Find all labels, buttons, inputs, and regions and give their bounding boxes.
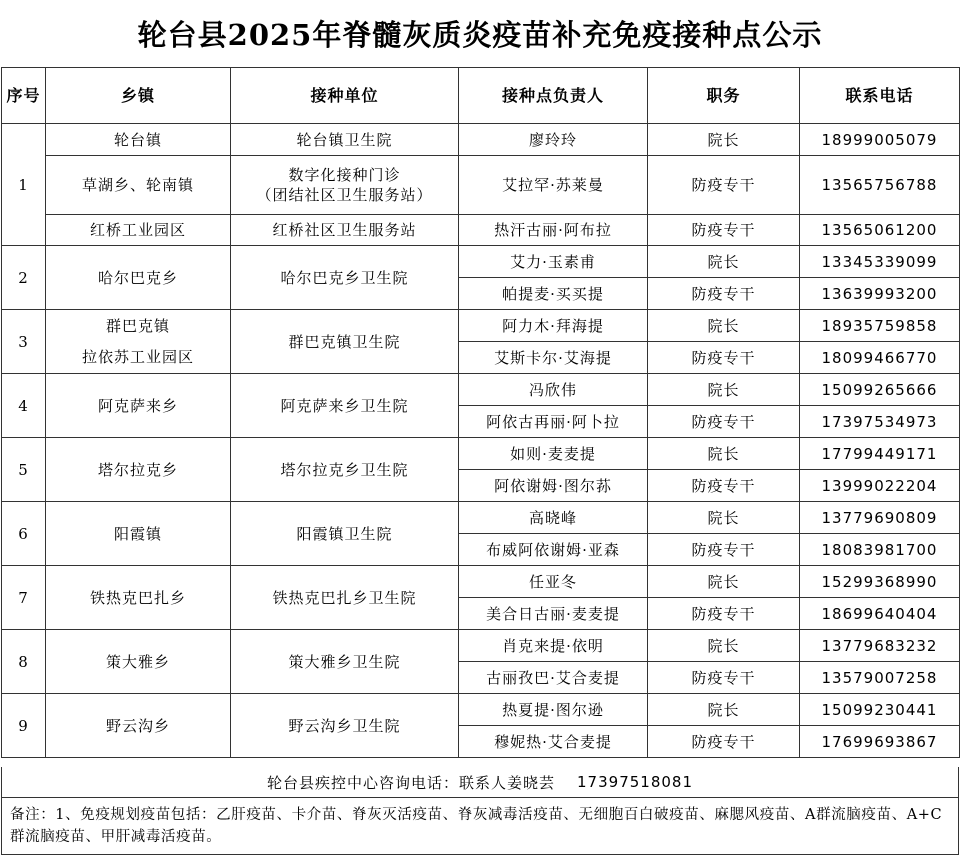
person-name: 如则·麦麦提 xyxy=(459,438,648,470)
unit-cell: 阿克萨来乡卫生院 xyxy=(231,374,459,438)
header-cell: 乡镇 xyxy=(46,68,231,124)
person-name: 阿依古再丽·阿卜拉 xyxy=(459,406,648,438)
row-number: 7 xyxy=(2,566,46,630)
unit-line: （团结社区卫生服务站） xyxy=(256,186,433,204)
town-cell: 塔尔拉克乡 xyxy=(46,438,231,502)
unit-cell: 铁热克巴扎乡卫生院 xyxy=(231,566,459,630)
person-name: 美合日古丽·麦麦提 xyxy=(459,598,648,630)
person-phone: 13779690809 xyxy=(800,502,960,534)
person-role: 院长 xyxy=(648,438,800,470)
unit-cell: 群巴克镇卫生院 xyxy=(231,310,459,374)
unit-cell xyxy=(231,156,459,215)
person-phone: 13565756788 xyxy=(800,156,960,215)
person-phone: 15099230441 xyxy=(800,694,960,726)
page-title: 轮台县2025年脊髓灰质炎疫苗补充免疫接种点公示 xyxy=(137,18,823,52)
person-role: 防疫专干 xyxy=(648,662,800,694)
table-row xyxy=(2,124,960,156)
row-number: 6 xyxy=(2,502,46,566)
town-cell: 哈尔巴克乡 xyxy=(46,246,231,310)
header-cell: 序号 xyxy=(2,68,46,124)
table-row xyxy=(2,438,960,470)
person-role: 院长 xyxy=(648,310,800,342)
person-role: 院长 xyxy=(648,694,800,726)
town-cell: 轮台镇 xyxy=(46,124,231,156)
person-phone: 15299368990 xyxy=(800,566,960,598)
person-name: 帕提麦·买买提 xyxy=(459,278,648,310)
person-phone: 17397534973 xyxy=(800,406,960,438)
person-name: 穆妮热·艾合麦提 xyxy=(459,726,648,758)
person-name: 古丽孜巴·艾合麦提 xyxy=(459,662,648,694)
person-name: 热汗古丽·阿布拉 xyxy=(459,215,648,246)
unit-cell: 阳霞镇卫生院 xyxy=(231,502,459,566)
person-role: 防疫专干 xyxy=(648,156,800,215)
row-number: 2 xyxy=(2,246,46,310)
person-name: 阿力木·拜海提 xyxy=(459,310,648,342)
person-role: 防疫专干 xyxy=(648,215,800,246)
town-cell: 红桥工业园区 xyxy=(46,215,231,246)
person-role: 院长 xyxy=(648,630,800,662)
person-phone: 18099466770 xyxy=(800,342,960,374)
town-cell: 野云沟乡 xyxy=(46,694,231,758)
person-role: 院长 xyxy=(648,566,800,598)
unit-cell: 哈尔巴克乡卫生院 xyxy=(231,246,459,310)
town-cell: 铁热克巴扎乡 xyxy=(46,566,231,630)
person-role: 防疫专干 xyxy=(648,598,800,630)
town-cell xyxy=(46,310,231,374)
person-role: 防疫专干 xyxy=(648,406,800,438)
table-row xyxy=(2,156,960,215)
footer-label: 轮台县疾控中心咨询电话：联系人姜晓芸 xyxy=(267,773,556,792)
table-header-row xyxy=(2,68,960,124)
table-row xyxy=(2,310,960,342)
unit-cell: 野云沟乡卫生院 xyxy=(231,694,459,758)
table-row xyxy=(2,246,960,278)
person-name: 艾力·玉素甫 xyxy=(459,246,648,278)
table-row xyxy=(2,630,960,662)
unit-line: 数字化接种门诊 xyxy=(288,166,401,184)
header-cell: 职务 xyxy=(648,68,800,124)
person-phone: 18935759858 xyxy=(800,310,960,342)
person-phone: 15099265666 xyxy=(800,374,960,406)
unit-cell: 塔尔拉克乡卫生院 xyxy=(231,438,459,502)
person-role: 院长 xyxy=(648,374,800,406)
town-cell: 策大雅乡 xyxy=(46,630,231,694)
person-name: 艾斯卡尔·艾海提 xyxy=(459,342,648,374)
row-number: 8 xyxy=(2,630,46,694)
person-role: 防疫专干 xyxy=(648,342,800,374)
row-number: 3 xyxy=(2,310,46,374)
person-role: 院长 xyxy=(648,502,800,534)
person-phone: 13565061200 xyxy=(800,215,960,246)
person-phone: 13779683232 xyxy=(800,630,960,662)
unit-cell: 红桥社区卫生服务站 xyxy=(231,215,459,246)
table-row xyxy=(2,566,960,598)
person-role: 防疫专干 xyxy=(648,470,800,502)
row-number: 5 xyxy=(2,438,46,502)
person-name: 高晓峰 xyxy=(459,502,648,534)
person-phone: 17799449171 xyxy=(800,438,960,470)
town-cell: 阳霞镇 xyxy=(46,502,231,566)
person-phone: 18999005079 xyxy=(800,124,960,156)
person-phone: 17699693867 xyxy=(800,726,960,758)
header-cell: 接种点负责人 xyxy=(459,68,648,124)
person-name: 热夏提·图尔逊 xyxy=(459,694,648,726)
person-name: 肖克来提·依明 xyxy=(459,630,648,662)
row-number: 4 xyxy=(2,374,46,438)
person-phone: 18083981700 xyxy=(800,534,960,566)
remarks-note: 备注：1、免疫规划疫苗包括：乙肝疫苗、卡介苗、脊灰灭活疫苗、脊灰减毒活疫苗、无细胞百白破疫苗、麻腮风疫苗、A群流脑疫苗、A+C群流脑疫苗、甲肝减毒活疫苗。 xyxy=(1,798,959,855)
person-phone: 13579007258 xyxy=(800,662,960,694)
row-number: 9 xyxy=(2,694,46,758)
person-role: 院长 xyxy=(648,246,800,278)
person-role: 防疫专干 xyxy=(648,726,800,758)
person-phone: 18699640404 xyxy=(800,598,960,630)
person-phone: 13639993200 xyxy=(800,278,960,310)
footer-phone: 17397518081 xyxy=(577,773,693,791)
person-name: 阿依谢姆·图尔荪 xyxy=(459,470,648,502)
person-name: 廖玲玲 xyxy=(459,124,648,156)
person-phone: 13345339099 xyxy=(800,246,960,278)
table-row xyxy=(2,374,960,406)
vaccination-sites-table xyxy=(1,67,960,758)
row-number: 1 xyxy=(2,124,46,246)
person-name: 艾拉罕·苏莱曼 xyxy=(459,156,648,215)
person-role: 院长 xyxy=(648,124,800,156)
person-name: 冯欣伟 xyxy=(459,374,648,406)
header-cell: 接种单位 xyxy=(231,68,459,124)
person-role: 防疫专干 xyxy=(648,278,800,310)
town-line: 拉依苏工业园区 xyxy=(81,348,194,366)
person-role: 防疫专干 xyxy=(648,534,800,566)
unit-cell: 轮台镇卫生院 xyxy=(231,124,459,156)
town-line: 群巴克镇 xyxy=(105,317,170,335)
table-row xyxy=(2,694,960,726)
person-name: 布威阿依谢姆·亚森 xyxy=(459,534,648,566)
town-cell: 草湖乡、轮南镇 xyxy=(46,156,231,215)
unit-cell: 策大雅乡卫生院 xyxy=(231,630,459,694)
table-row xyxy=(2,502,960,534)
person-name: 任亚冬 xyxy=(459,566,648,598)
consultation-footer xyxy=(1,767,959,798)
header-cell: 联系电话 xyxy=(800,68,960,124)
table-row xyxy=(2,215,960,246)
town-cell: 阿克萨来乡 xyxy=(46,374,231,438)
person-phone: 13999022204 xyxy=(800,470,960,502)
